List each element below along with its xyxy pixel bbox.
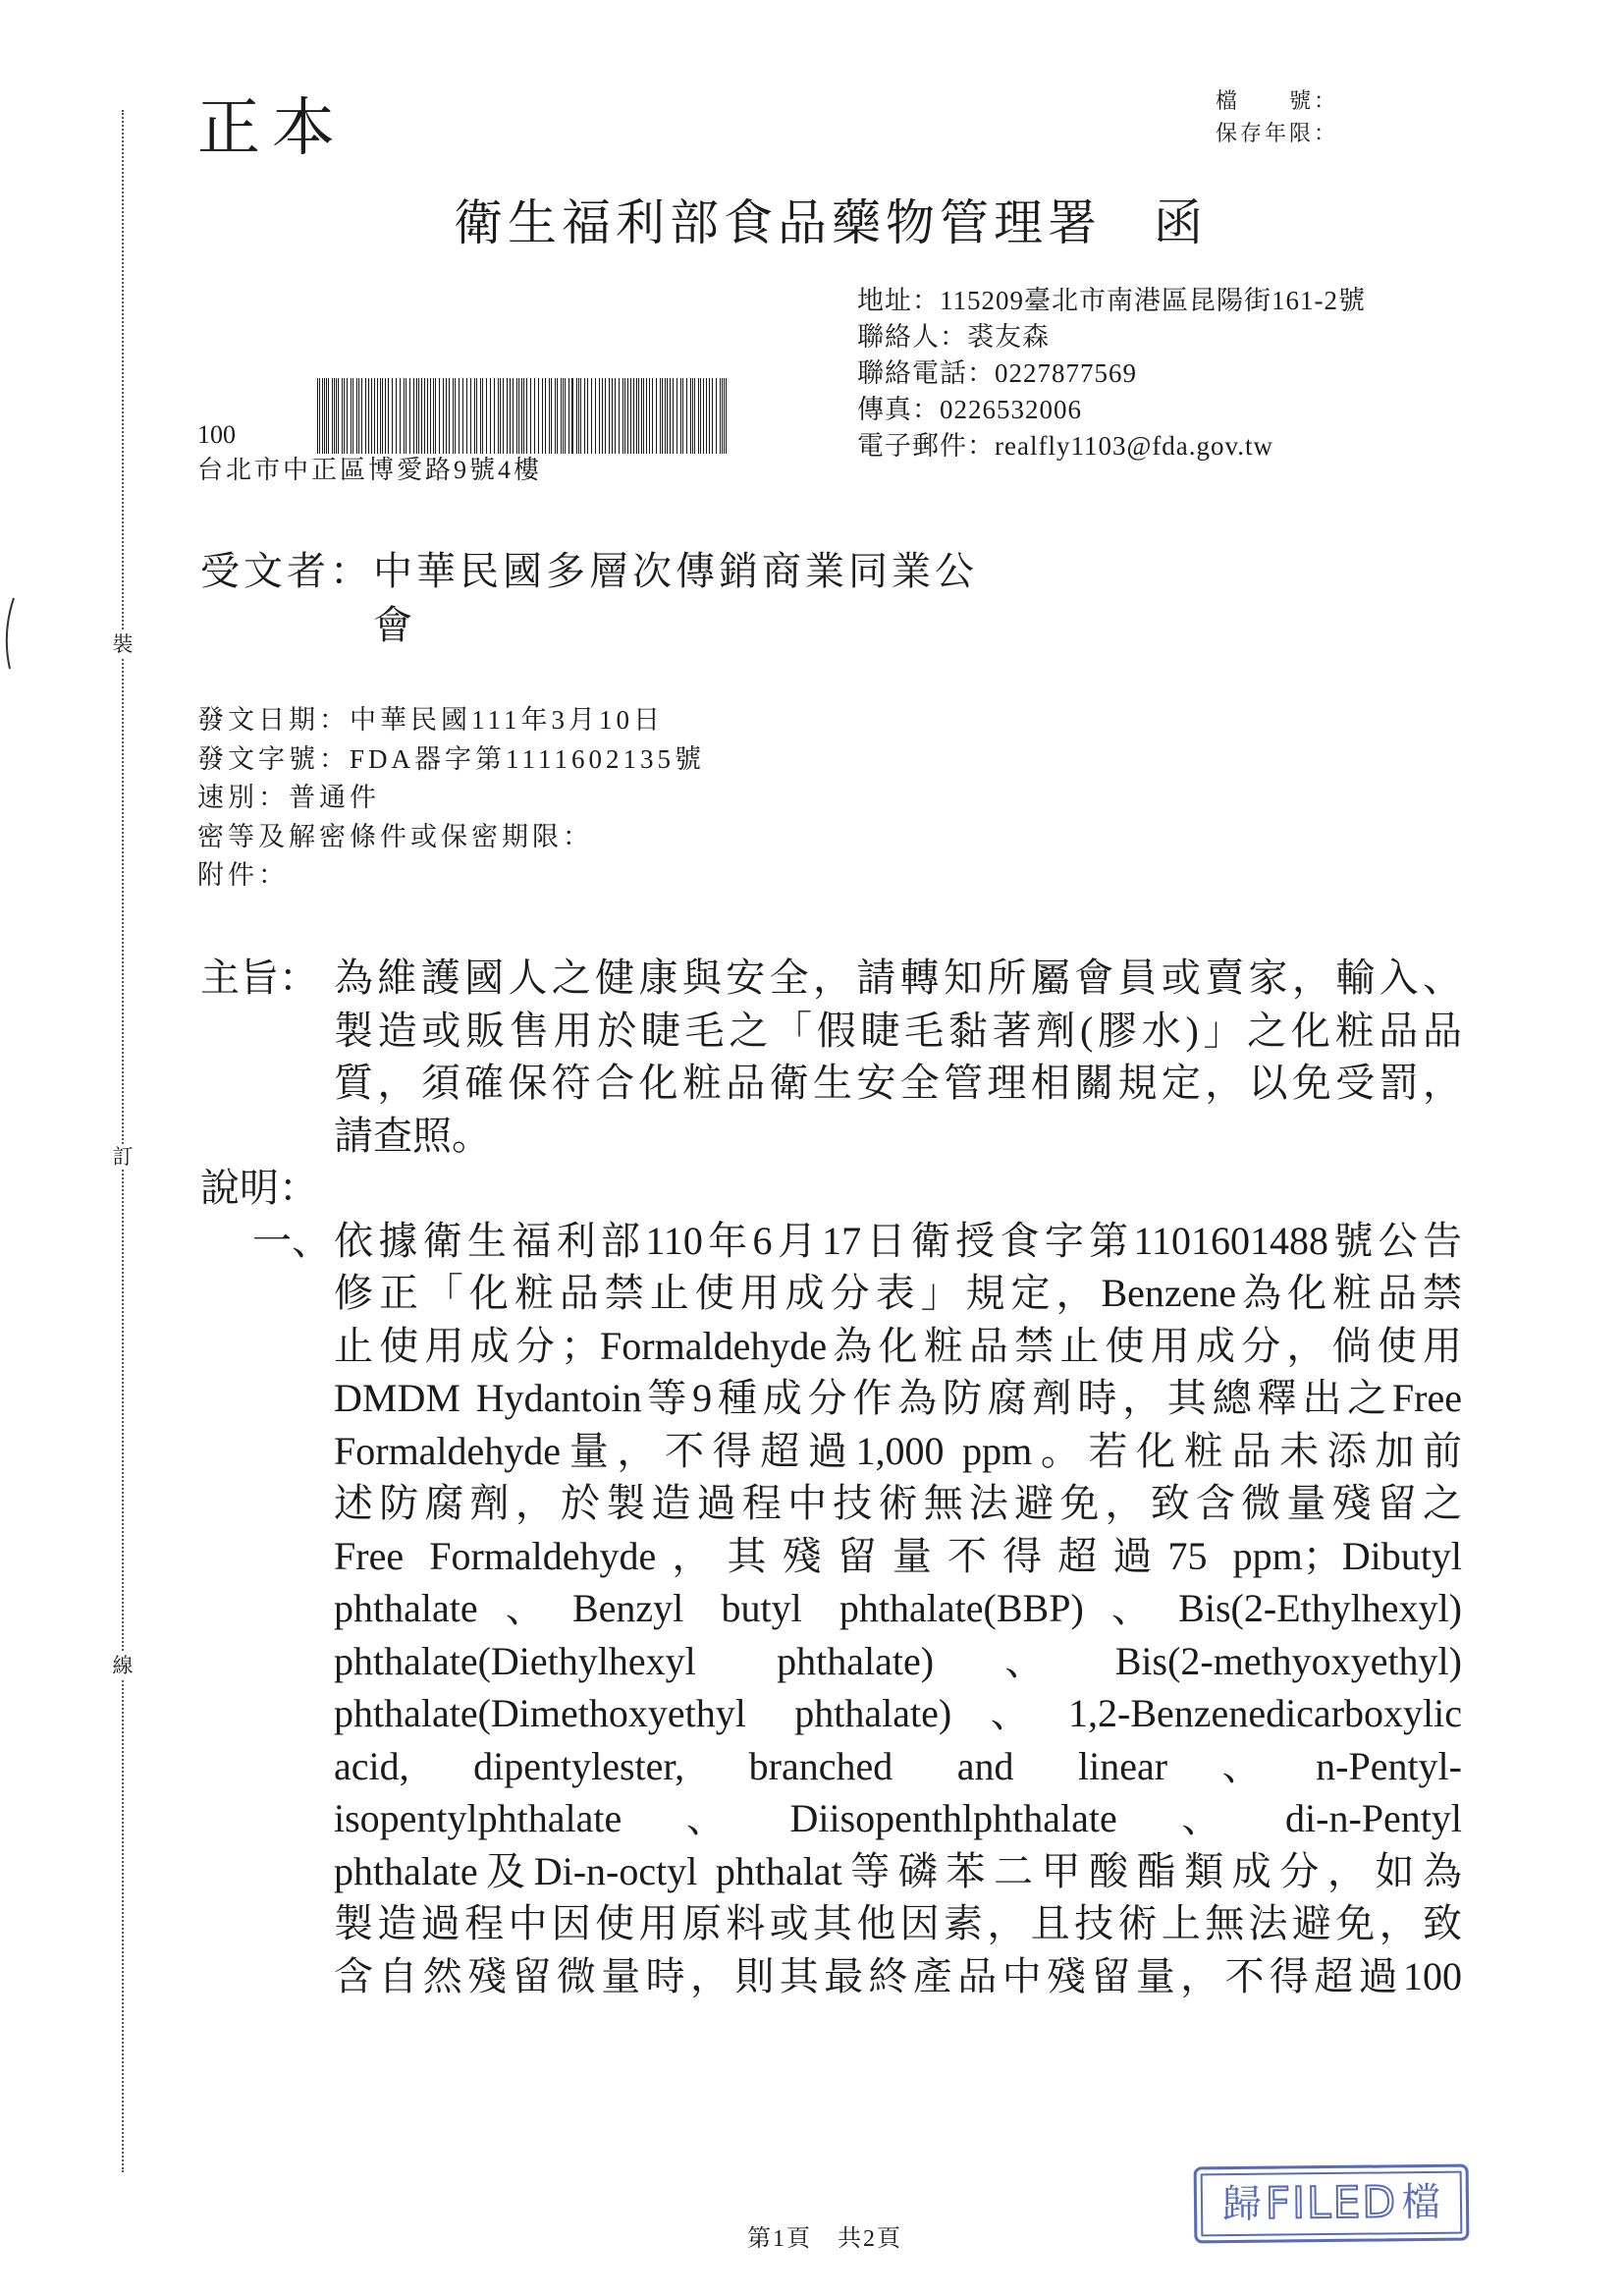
subject-row — [200, 952, 1462, 1005]
explanation-item-row — [200, 1582, 1462, 1635]
barcode-bar — [712, 378, 713, 454]
barcode-bar — [591, 378, 592, 454]
contact-person — [857, 319, 1366, 355]
recipient-label: 受文者： — [200, 549, 373, 593]
barcode-bar — [538, 378, 539, 454]
barcode-bar — [400, 378, 401, 454]
barcode-bar — [703, 378, 704, 454]
explanation-item-number: 一、 — [252, 1218, 331, 1263]
delivery-speed — [197, 779, 705, 818]
barcode-bar — [374, 378, 375, 454]
barcode-bar — [322, 378, 323, 454]
sender-contact-block — [857, 283, 1366, 465]
barcode-bar — [605, 378, 606, 454]
explanation-line: 述防腐劑，於製造過程中技術無法避免，致含微量殘留之 — [334, 1481, 1462, 1525]
barcode-bar — [409, 378, 410, 454]
barcode-bar — [624, 378, 625, 454]
barcode-bar — [462, 378, 463, 454]
subject-row — [200, 1110, 1462, 1163]
explanation-item-row — [200, 1320, 1462, 1373]
barcode-bar — [344, 378, 345, 454]
barcode-bar — [720, 378, 721, 454]
barcode-bar — [424, 378, 425, 454]
contact-fax-label: 傳真： — [857, 395, 940, 424]
barcode-bar — [542, 378, 543, 454]
delivery-speed-value: 普通件 — [289, 783, 380, 812]
barcode-bar — [612, 378, 613, 454]
barcode-bar — [578, 378, 579, 454]
barcode-bar — [568, 378, 569, 454]
barcode-bar — [513, 378, 514, 454]
barcode-bar — [388, 378, 389, 454]
barcode-bar — [571, 378, 573, 454]
barcode-bar — [692, 378, 693, 454]
barcode-bar — [317, 378, 318, 454]
barcode-bar — [516, 378, 517, 454]
barcode-bar — [433, 378, 434, 454]
barcode-bar — [396, 378, 397, 454]
barcode-bar — [576, 378, 577, 454]
subject-label: 主旨： — [200, 956, 318, 1000]
barcode-bar — [551, 378, 552, 454]
barcode-bar — [563, 378, 564, 454]
explanation-item-row — [200, 1215, 1462, 1268]
barcode-bar — [480, 378, 481, 454]
barcode-bar — [476, 378, 477, 454]
mailing-address: 台北市中正區博愛路9號4樓 — [197, 456, 543, 484]
binding-label-middle: 訂 — [110, 1144, 135, 1170]
barcode-bar — [627, 378, 628, 454]
barcode-bar — [430, 378, 431, 454]
explanation-line: acid, dipentylester, branched and linear、n-Pentyl- — [334, 1743, 1462, 1788]
barcode-bar — [545, 378, 546, 454]
explanation-item-row — [200, 1372, 1462, 1425]
explanation-line: phthalate(Dimethoxyethyl phthalate)、1,2-Benzenedicarboxylic — [334, 1691, 1462, 1735]
postal-code: 100 — [197, 420, 236, 449]
binding-label-bottom: 線 — [110, 1653, 135, 1678]
barcode-bar — [656, 378, 657, 454]
barcode-bar — [523, 378, 524, 454]
barcode-bar — [643, 378, 644, 454]
binding-dotted-line — [122, 110, 124, 2172]
barcode-bar — [482, 378, 483, 454]
barcode-bar — [619, 378, 620, 454]
barcode-bar — [609, 378, 610, 454]
barcode-bar — [680, 378, 681, 454]
barcode-bar — [706, 378, 707, 454]
barcode-bar — [338, 378, 339, 454]
barcode-bar — [686, 378, 687, 454]
barcode-bar — [638, 378, 639, 454]
subject-row — [200, 1057, 1462, 1110]
barcode-bar — [332, 378, 333, 454]
barcode-bar — [486, 378, 487, 454]
explanation-item-row — [200, 1845, 1462, 1898]
confidentiality-label: 密等及解密條件或保密期限： — [197, 821, 593, 851]
barcode-bar — [356, 378, 357, 454]
explanation-item-row — [200, 1477, 1462, 1530]
barcode-bar — [709, 378, 710, 454]
barcode-bar — [724, 378, 725, 454]
barcode-bar — [694, 378, 695, 454]
issue-info-block — [197, 701, 705, 896]
contact-email-label: 電子郵件： — [857, 431, 995, 461]
subject-line: 為維護國人之健康與安全，請轉知所屬會員或賣家，輸入、 — [334, 956, 1462, 1000]
recipient-name: 中華民國多層次傳銷商業同業公 — [373, 549, 978, 593]
barcode-bar — [413, 378, 414, 454]
barcode-bar — [599, 378, 600, 454]
barcode-bar — [622, 378, 623, 454]
explanation-label: 說明： — [200, 1166, 318, 1210]
retention-period-label: 保存年限： — [1216, 121, 1339, 145]
explanation-item-row — [200, 1792, 1462, 1845]
explanation-line: isopentylphthalate、Diisopenthlphthalate、di-n-Pentyl — [334, 1796, 1462, 1840]
barcode-bar — [418, 378, 419, 454]
barcode-bar — [385, 378, 386, 454]
explanation-item-row — [200, 1635, 1462, 1688]
barcode-bar — [646, 378, 647, 454]
contact-phone-value: 0227877569 — [995, 358, 1137, 388]
barcode-bar — [328, 378, 329, 454]
barcode-bar — [700, 378, 701, 454]
barcode-bar — [630, 378, 631, 454]
barcode-bar — [521, 378, 522, 454]
agency-title: 衛生福利部食品藥物管理署 — [454, 195, 1102, 250]
binding-label-top: 裝 — [110, 631, 135, 657]
explanation-line: phthalate、Benzyl butyl phthalate(BBP)、Bis(2-Ethylhexyl) — [334, 1586, 1462, 1630]
barcode-bar — [336, 378, 337, 454]
barcode-bar — [667, 378, 668, 454]
barcode-bar — [449, 378, 450, 454]
barcode-bar — [698, 378, 699, 454]
barcode-bar — [662, 378, 663, 454]
recipient-line-2: 會 — [373, 603, 416, 647]
barcode-bar — [427, 378, 428, 454]
document-number-label: 發文字號： — [197, 743, 350, 774]
barcode-bar — [347, 378, 348, 454]
filed-stamp-suffix: 檔 — [1400, 2179, 1441, 2226]
explanation-item-row — [200, 1425, 1462, 1478]
barcode-bar — [587, 378, 588, 454]
explanation-item-row — [200, 1687, 1462, 1740]
barcode-bar — [602, 378, 603, 454]
barcode-bar — [470, 378, 471, 454]
issue-date-label: 發文日期： — [197, 705, 350, 735]
binding-edge-mark — [0, 594, 20, 673]
explanation-line: DMDM Hydantoin等9種成分作為防腐劑時，其總釋出之Free — [334, 1376, 1462, 1420]
barcode-bar — [682, 378, 683, 454]
attachments — [197, 856, 705, 896]
barcode-bar — [652, 378, 653, 454]
barcode-bar — [459, 378, 460, 454]
explanation-line: phthalate及Di-n-octyl phthalat等磷苯二甲酸酯類成分，如為 — [334, 1848, 1462, 1893]
barcode-bar — [446, 378, 447, 454]
barcode-bar — [665, 378, 666, 454]
subject-row — [200, 1005, 1462, 1058]
file-meta — [1216, 84, 1338, 149]
barcode-bar — [342, 378, 343, 454]
document-number — [197, 740, 705, 780]
barcode-bar — [633, 378, 634, 454]
barcode-bar — [319, 378, 320, 454]
issue-date-value: 中華民國111年3月10日 — [350, 705, 664, 735]
explanation-item-row — [200, 1740, 1462, 1793]
contact-email — [857, 428, 1366, 465]
barcode-bar — [380, 378, 381, 454]
barcode-bar — [649, 378, 650, 454]
barcode-bar — [673, 378, 674, 454]
barcode-bar — [435, 378, 436, 454]
barcode-bar — [660, 378, 661, 454]
delivery-speed-label: 速別： — [197, 783, 289, 812]
barcode-bar — [351, 378, 352, 454]
barcode — [315, 378, 732, 454]
issue-date — [197, 701, 705, 740]
document-number-value: FDA器字第1111602135號 — [350, 743, 706, 774]
barcode-bar — [580, 378, 581, 454]
barcode-bar — [498, 378, 499, 454]
barcode-bar — [453, 378, 454, 454]
explanation-item-row — [200, 1267, 1462, 1320]
document-type: 函 — [1154, 195, 1203, 250]
contact-address-value: 115209臺北市南港區昆陽街161-2號 — [940, 286, 1366, 315]
barcode-bar — [326, 378, 327, 454]
barcode-bar — [371, 378, 372, 454]
barcode-bar — [494, 378, 495, 454]
barcode-bar — [368, 378, 369, 454]
explanation-line: phthalate(Diethylhexyl phthalate)、Bis(2-methyoxyethyl) — [334, 1638, 1462, 1683]
explanation-line: Formaldehyde量，不得超過1,000 ppm。若化粧品未添加前 — [334, 1428, 1462, 1473]
barcode-bar — [526, 378, 527, 454]
barcode-bar — [324, 378, 325, 454]
barcode-bar — [676, 378, 677, 454]
document-body — [200, 952, 1462, 2002]
barcode-bar — [377, 378, 378, 454]
subject-line: 製造或販售用於睫毛之「假睫毛黏著劑(膠水)」之化粧品品 — [334, 1008, 1462, 1053]
barcode-bar — [595, 378, 596, 454]
barcode-bar — [615, 378, 616, 454]
explanation-line: 依據衛生福利部110年6月17日衛授食字第1101601488號公告 — [334, 1218, 1462, 1263]
explanation-line: Free Formaldehyde，其殘留量不得超過75 ppm；Dibutyl — [334, 1533, 1462, 1578]
barcode-bar — [670, 378, 671, 454]
confidentiality — [197, 818, 705, 857]
barcode-bar — [503, 378, 504, 454]
barcode-bar — [510, 378, 511, 454]
filed-stamp-prefix: 歸 — [1221, 2181, 1262, 2228]
filed-stamp — [1194, 2164, 1470, 2244]
barcode-bar — [518, 378, 519, 454]
page-indicator: 第1頁 共2頁 — [747, 2226, 902, 2252]
recipient-line-1 — [200, 544, 978, 598]
contact-email-value: realfly1103@fda.gov.tw — [995, 431, 1274, 461]
barcode-bar — [636, 378, 637, 454]
barcode-bar — [404, 378, 405, 454]
barcode-bar — [474, 378, 475, 454]
barcode-bar — [455, 378, 456, 454]
barcode-bar — [392, 378, 393, 454]
explanation-line: 修正「化粧品禁止使用成分表」規定，Benzene為化粧品禁 — [334, 1271, 1462, 1315]
explanation-item-row — [200, 1530, 1462, 1583]
barcode-bar — [530, 378, 531, 454]
recipient-block — [200, 544, 978, 652]
barcode-bar — [334, 378, 335, 454]
explanation-header-row — [200, 1162, 1462, 1215]
explanation-item-row — [200, 1897, 1462, 1950]
barcode-bar — [561, 378, 562, 454]
barcode-bar — [722, 378, 723, 454]
barcode-bar — [361, 378, 362, 454]
explanation-line: 止使用成分；Formaldehyde為化粧品禁止使用成分，倘使用 — [334, 1323, 1462, 1368]
barcode-bar — [641, 378, 642, 454]
barcode-bar — [500, 378, 501, 454]
contact-fax-value: 0226532006 — [940, 395, 1082, 424]
contact-person-value: 裘友森 — [967, 322, 1050, 352]
barcode-bar — [549, 378, 550, 454]
barcode-bar — [490, 378, 491, 454]
barcode-bar — [365, 378, 366, 454]
original-copy-mark: 正本 — [197, 93, 347, 163]
attachments-label: 附件： — [197, 860, 289, 890]
contact-person-label: 聯絡人： — [857, 322, 967, 352]
barcode-bar — [421, 378, 422, 454]
contact-phone-label: 聯絡電話： — [857, 358, 995, 388]
contact-address-label: 地址： — [857, 286, 940, 315]
explanation-line: 含自然殘留微量時，則其最終產品中殘留量，不得超過100 — [334, 1953, 1462, 1998]
file-number-label: 檔 號： — [1216, 88, 1339, 113]
barcode-bar — [466, 378, 467, 454]
contact-address — [857, 283, 1366, 319]
barcode-bar — [439, 378, 440, 454]
barcode-bar — [716, 378, 717, 454]
contact-phone — [857, 355, 1366, 392]
barcode-bar — [690, 378, 691, 454]
barcode-bar — [382, 378, 383, 454]
barcode-bar — [555, 378, 556, 454]
barcode-bar — [507, 378, 508, 454]
barcode-bar — [565, 378, 566, 454]
explanation-line: 製造過程中因使用原料或其他因素，且技術上無法避免，致 — [334, 1901, 1462, 1945]
filed-stamp-word: FILED — [1265, 2177, 1398, 2229]
barcode-bar — [534, 378, 535, 454]
subject-line: 質，須確保符合化粧品衛生安全管理相關規定，以免受罰， — [334, 1061, 1462, 1105]
contact-fax — [857, 392, 1366, 428]
barcode-bar — [726, 378, 727, 454]
explanation-item-row — [200, 1950, 1462, 2003]
barcode-bar — [443, 378, 444, 454]
barcode-bar — [584, 378, 585, 454]
barcode-bar — [358, 378, 359, 454]
barcode-bar — [416, 378, 417, 454]
barcode-bar — [557, 378, 558, 454]
subject-line: 請查照。 — [334, 1113, 491, 1158]
barcode-bar — [352, 378, 353, 454]
